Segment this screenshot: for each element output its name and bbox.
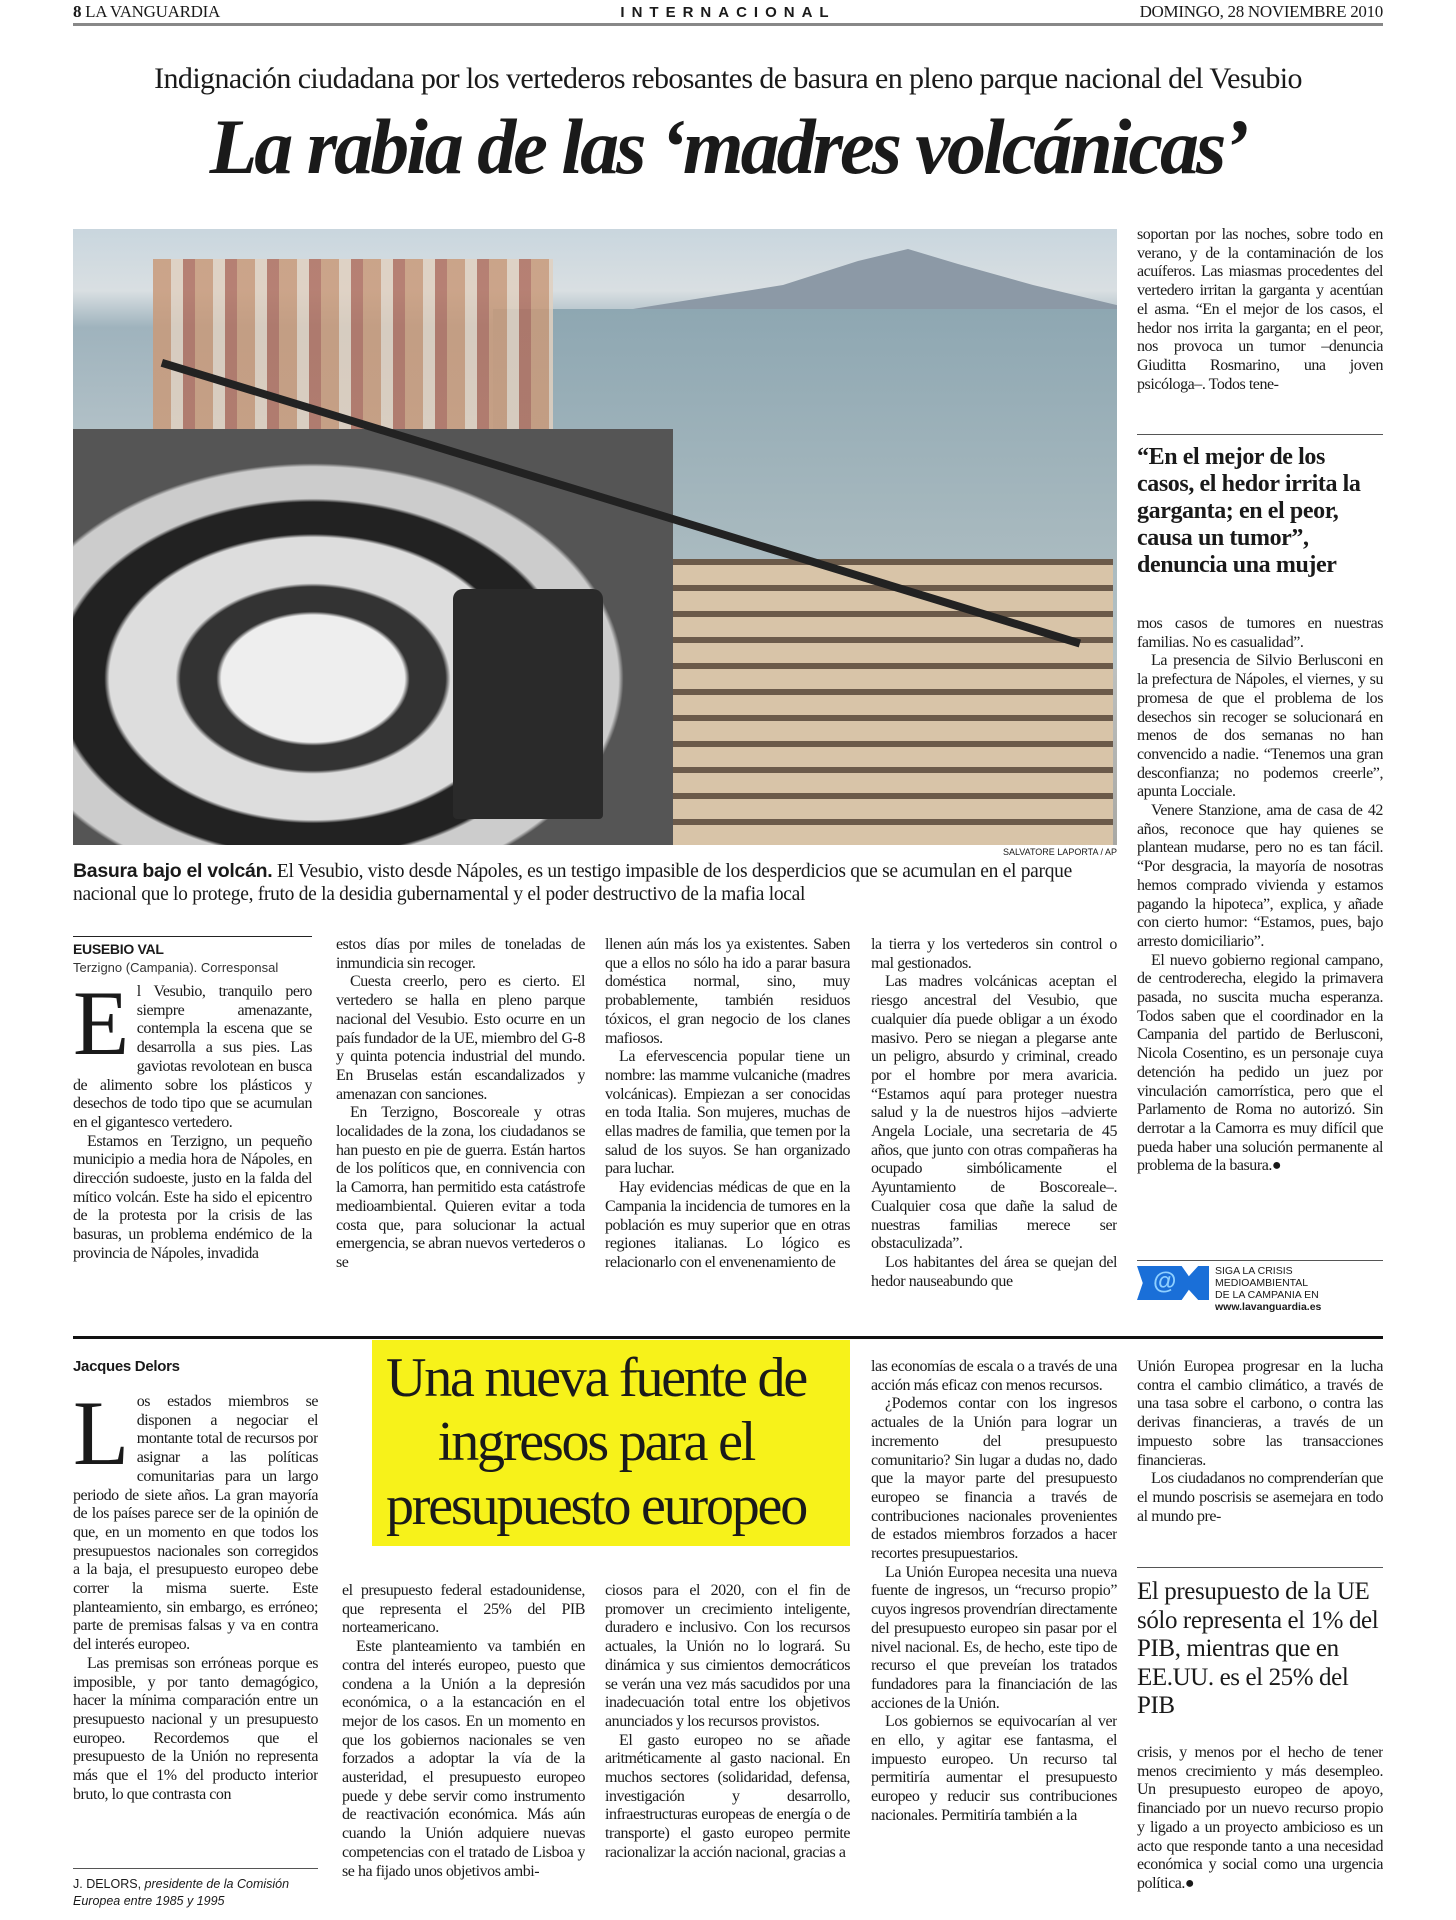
byline-author: EUSEBIO VAL <box>73 941 164 957</box>
page-number: 8 <box>73 2 82 21</box>
paper-name: LA VANGUARDIA <box>85 2 220 21</box>
paragraph: Estamos en Terzigno, un pequeño municipio a media hora de Nápoles, en dirección sudoeste, justo en la falda del mítico volcán. Este ha sido el epicentro de la protesta por la crisis de las basuras, un problema endémico de la provincia de Nápoles, invadida <box>73 1132 312 1262</box>
paragraph: Las premisas son erróneas porque es imposible, y por tanto demagógico, hacer la mínima comparación entre un presupuesto nacional y un presupuesto europeo. Recordemos que el presupuesto de la Unión no representa más que el 1% del producto interior bruto, lo que contrasta con <box>73 1654 318 1803</box>
author-note <box>73 1876 318 1910</box>
caption-lead: Basura bajo el volcán. <box>73 860 273 882</box>
section-name: INTERNACIONAL <box>620 4 836 21</box>
quote-rule <box>1137 1567 1383 1568</box>
article-kicker: Indignación ciudadana por los vertederos rebosantes de basura en pleno parque nacional del Vesubio <box>154 62 1302 95</box>
paragraph: Los ciudadanos no comprenderían que el mundo poscrisis se asemejara en todo al mundo pre- <box>1137 1470 1383 1525</box>
paragraph: Los gobiernos se equivocarían al ver en ello, y agitar ese fantasma, el impuesto europeo. Un recurso tal permitiría aumentar el presupuesto europeo y reducir sus contribuciones nacionales. Permitiría también a la <box>871 1713 1117 1824</box>
paragraph: estos días por miles de toneladas de inmundicia sin recoger. <box>336 936 585 972</box>
opinion-pull-quote: El presupuesto de la UE sólo representa el 1% del PIB, mientras que en EE.UU. es el 25% del PIB <box>1137 1578 1379 1719</box>
paragraph: mos casos de tumores en nuestras familias. No es casualidad”. <box>1137 615 1383 651</box>
promo-line-1: SIGA LA CRISIS MEDIOAMBIENTAL <box>1215 1265 1309 1289</box>
opinion-column-1 <box>73 1393 318 1855</box>
drop-cap: L <box>73 1393 129 1484</box>
article-column-2 <box>336 936 585 1303</box>
paragraph: ¿Podemos contar con los ingresos actuales de la Unión para lograr un incremento del presupuesto comunitario? Sin lugar a dudas no, dado que la mayor parte del presupuesto europeo se financia a través de contribuciones nacionales provenientes de estados miembros forzados a hacer recortes presupuestarios. <box>871 1395 1117 1563</box>
opinion-column-5-bottom <box>1137 1744 1383 1920</box>
paragraph: Venere Stanzione, ama de casa de 42 años, reconoce que hay quienes se plantean mudarse, pero no es tan fácil. “Por desgracia, la mayoría de nosotras hemos comprado vivienda y estamos pagando la hipoteca”, explica, y añade con cierto humor: “Estamos, pues, bajo arresto domiciliario”. <box>1137 802 1383 950</box>
article-column-5-bottom <box>1137 615 1383 1251</box>
article-column-4 <box>871 936 1117 1303</box>
photo-credit: SALVATORE LAPORTA / AP <box>1002 847 1117 857</box>
paragraph: Unión Europea progresar en la lucha contra el cambio climático, a través de una tasa sobre el carbono, o contra las derivas financieras, a través de un impuesto sobre las transacciones financieras. <box>1137 1358 1383 1469</box>
promo-rule <box>1137 1260 1383 1261</box>
section-divider <box>73 1336 1383 1339</box>
paragraph: las economías de escala o a través de una acción más eficaz con menos recursos. <box>871 1358 1117 1394</box>
photo-caption <box>73 860 1117 906</box>
paragraph: crisis, y menos por el hecho de tener menos crecimiento y más desempleo. Un presupuesto europeo de apoyo, financiado por un nuevo recurso propio y ligado a un proyecto ambicioso es un acto que responde tanto a una necesidad económica y social como una urgencia política.● <box>1137 1744 1383 1892</box>
paragraph: llenen aún más los ya existentes. Saben que a ellos no sólo ha ido a parar basura doméstica normal, sino, muy probablemente, también residuos tóxicos, el gran negocio de los clanes mafiosos. <box>605 936 850 1047</box>
byline-rule <box>73 936 312 937</box>
paragraph: ciosos para el 2020, con el fin de promover un crecimiento inteligente, duradero e inclusivo. Con los recursos actuales, la Unión no lo logrará. Su dinámica y sus cimientos democráticos se verán una vez más sacudidos por una inadecuación total entre los objetivos anunciados y los recursos provistos. <box>605 1582 850 1730</box>
author-note-name: J. DELORS, <box>73 1877 142 1891</box>
paragraph: El gasto europeo no se añade aritméticamente al gasto nacional. En muchos sectores (solidaridad, defensa, investigación y desarrollo, infraestructuras europeas de energía o de transporte) el gasto europeo permite racionalizar la acción nacional, gracias a <box>605 1731 850 1861</box>
opinion-column-5-top <box>1137 1358 1383 1552</box>
article-column-5-top <box>1137 226 1383 416</box>
at-sign-icon: @ <box>1153 1268 1177 1295</box>
paragraph: La efervescencia popular tiene un nombre: las mamme vulcaniche (madres volcánicas). Empiezan a ser conocidas en toda Italia. Son mujeres, muchas de ellas madres de familia, que temen por la salud de los suyos. Se han organizado para luchar. <box>605 1048 850 1178</box>
promo-url[interactable]: www.lavanguardia.es <box>1215 1301 1322 1313</box>
paragraph: Las madres volcánicas aceptan el riesgo ancestral del Vesubio, que cualquier día puede obligar a un éxodo masivo. Pero se niegan a plegarse ante un peligro, absurdo y criminal, creado por el hombre por mera avaricia. “Estamos aquí para proteger nuestra salud y la de nuestros hijos –advierte Angela Lociale, una secretaria de 45 años, que junto con otras compañeras ha ocupado simbólicamente el Ayuntamiento de Boscoreale–. Cualquier cosa que dañe la salud de nuestras familias merece ser obstaculizada”. <box>871 973 1117 1253</box>
news-photo <box>73 229 1117 845</box>
opinion-column-2 <box>342 1582 585 1920</box>
opinion-column-3 <box>605 1582 850 1920</box>
issue-date: DOMINGO, 28 NOVIEMBRE 2010 <box>1139 2 1383 21</box>
article-column-1 <box>73 983 312 1303</box>
paragraph: el presupuesto federal estadounidense, que representa el 25% del PIB norteamericano. <box>342 1582 585 1637</box>
opinion-column-4 <box>871 1358 1117 1920</box>
paragraph: La presencia de Silvio Berlusconi en la prefectura de Nápoles, el viernes, y su promesa de que el problema de los desechos sin recoger se solucionará en menos de dos semanas no han convencido a nadie. “Tenemos una gran desconfianza; no podemos creerle”, apunta Locciale. <box>1137 652 1383 801</box>
web-promo[interactable] <box>1137 1264 1383 1313</box>
author-note-rule <box>73 1868 318 1869</box>
quote-rule-top <box>1137 434 1383 435</box>
paragraph: Hay evidencias médicas de que en la Campania la incidencia de tumores en la población es muy superior que en otras regiones italianas. Lo lógico es relacionarlo con el envenenamiento de <box>605 1179 850 1271</box>
caption-text: El Vesubio, visto desde Nápoles, es un testigo impasible de los desperdicios que se acumulan en el parque nacional que lo protege, fruto de la desidia gubernamental y el poder destructivo de la mafia local <box>73 861 1072 905</box>
opinion-headline: Una nueva fuente de ingresos para el presupuesto europeo <box>385 1347 807 1537</box>
paragraph: os estados miembros se disponen a negociar el montante total de recursos por asignar a las políticas comunitarias para un largo periodo de siete años. La gran mayoría de los países parece ser de la opinión de que, en un momento en que todos los presupuestos nacionales son corregidos a la baja, el presupuesto europeo debe correr la misma suerte. Este planteamiento, sin embargo, es erróneo; parte de premisas falsas y va en contra del interés europeo. <box>73 1393 318 1654</box>
header-rule <box>73 23 1383 26</box>
promo-text <box>1215 1265 1383 1313</box>
paragraph: La Unión Europea necesita una nueva fuente de ingresos, un “recurso propio” cuyos ingresos provendrían directamente del presupuesto europeo sin pasar por el nivel nacional. Es, de hecho, este tipo de recurso el que preveían los tratados fundadores para la financiación de las acciones de la Unión. <box>871 1563 1117 1712</box>
article-headline: La rabia de las ‘madres volcánicas’ <box>209 103 1247 190</box>
paragraph: Este planteamiento va también en contra del interés europeo, puesto que condena a la Unión a la depresión económica, o a la estancación en el mejor de los casos. En un momento en que los gobiernos nacionales se ven forzados a adoptar la vía de la austeridad, el presupuesto europeo puede y debe servir como instrumento de reactivación económica. Más aún cuando la Unión adquiere nuevas competencias con el tratado de Lisboa y se ha fijado unos objetivos ambi- <box>342 1638 585 1880</box>
opinion-author: Jacques Delors <box>73 1358 180 1375</box>
paragraph: soportan por las noches, sobre todo en verano, y de la contaminación de los acuíferos. Las miasmas procedentes del vertedero irritan la garganta y acentúan el asma. “En el mejor de los casos, el hedor nos irrita la garganta; en el peor, nos provoca un tumor –denuncia Giuditta Rosmarino, una joven psicóloga–. Todos tene- <box>1137 226 1383 393</box>
author-note-text: presidente de la Comisión Europea entre 1985 y 1995 <box>73 1877 290 1908</box>
drop-cap: E <box>73 983 129 1074</box>
paragraph: la tierra y los vertederos sin control o mal gestionados. <box>871 936 1117 972</box>
paragraph: En Terzigno, Boscoreale y otras localidades de la zona, los ciudadanos se han puesto en pie de guerra. Están hartos de los políticos que, en connivencia con la Camorra, han permitido esta catástrofe medioambiental. Quieren evitar a toda costa que, para solucionar la actual emergencia, se abran nuevos vertederos o se <box>336 1104 585 1271</box>
paragraph: Los habitantes del área se quejan del hedor nauseabundo que <box>871 1253 1117 1290</box>
byline-location: Terzigno (Campania). Corresponsal <box>73 960 279 975</box>
paragraph: El nuevo gobierno regional campano, de centroderecha, elegido la primavera pasada, no suscita mucha esperanza. Todos saben que el coordinador en la Campania del partido de Berlusconi, Nicola Cosentino, es un personaje cuya detención ha pedido un juez por vinculación camorrística, pero que el Parlamento de Roma no autorizó. Sin derrotar a la Camorra es muy difícil que pueda haber una solución permanente al problema de la basura.● <box>1137 951 1383 1175</box>
pull-quote: “En el mejor de los casos, el hedor irrita la garganta; en el peor, causa un tumor”, denuncia una mujer <box>1137 444 1361 578</box>
article-column-3 <box>605 936 850 1303</box>
paragraph: Cuesta creerlo, pero es cierto. El vertedero se halla en pleno parque nacional del Vesubio. Esto ocurre en un país fundador de la UE, miembro del G-8 y quinta potencia industrial del mundo. En Bruselas están escandalizados y amenazan con sanciones. <box>336 973 585 1103</box>
paragraph: l Vesubio, tranquilo pero siempre amenazante, contempla la escena que se desarrolla a sus pies. Las gaviotas revolotean en busca de alimento sobre los plásticos y desechos de todo tipo que se acumulan en el gigantesco vertedero. <box>73 983 312 1131</box>
promo-line-2: DE LA CAMPANIA EN <box>1215 1289 1319 1301</box>
